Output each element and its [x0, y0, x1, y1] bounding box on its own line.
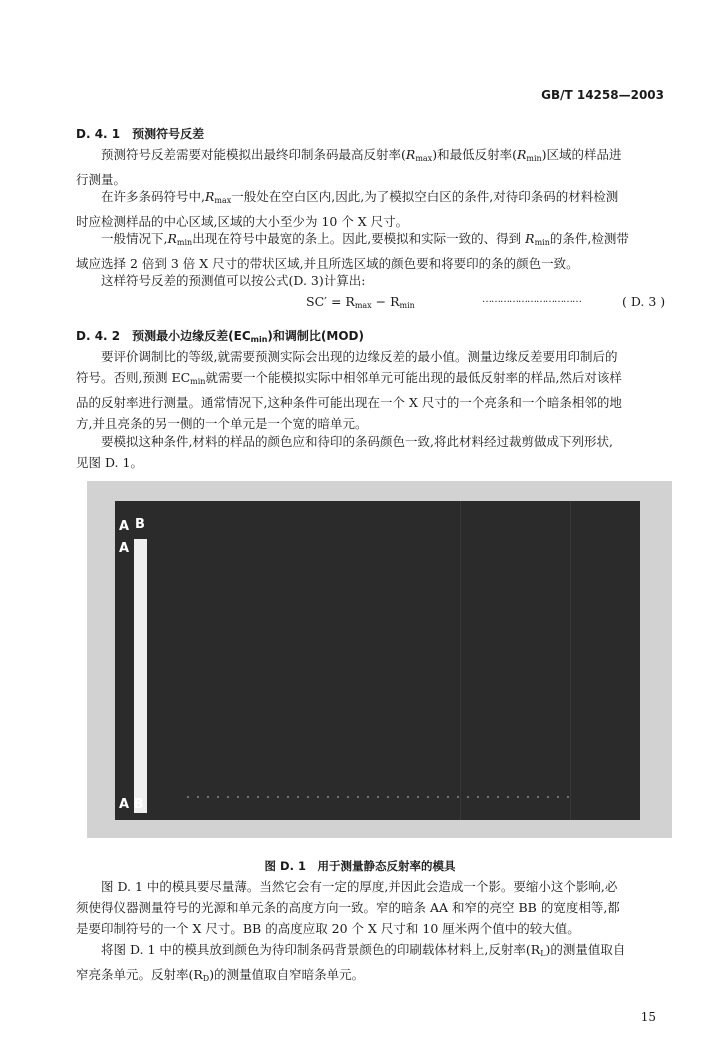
rmin-subscript: min [399, 301, 415, 310]
text: )的测量值取自 [545, 942, 626, 957]
label-a-top: A [119, 519, 130, 534]
formula-left: SC′ = R [306, 294, 355, 309]
text: 要评价调制比的等级,就需要预测实际会出现的边缘反差的最小值。测量边缘反差要用印制后的 [101, 349, 618, 364]
rmax-subscript: max [214, 196, 232, 205]
ecmin-subscript: min [190, 377, 206, 386]
text: 时应检测样品的中心区域,区域的大小至少为 10 个 X 尺寸。 [76, 214, 409, 229]
figure-d1 [87, 481, 672, 838]
rmin-subscript: min [526, 154, 542, 163]
text: 窄亮条单元。反射率(R [76, 967, 203, 982]
text: D. 4. 2 预测最小边缘反差(EC [76, 329, 251, 343]
formula-d3 [306, 294, 415, 310]
standard-number: GB/T 14258—2003 [541, 88, 664, 102]
rd-subscript: D [202, 974, 210, 983]
paragraph-d41-2: 在许多条码符号中$,R_{max}$一般处在空白区内,因此,为了模拟空白区的条件,对待印条码的材料检测 时应检测样品的中心区域,区域的大小至少为 10 个 X 尺寸。 [76, 189, 619, 229]
text: 预测符号反差需要对能模拟出最终印制条码最高反射率( [101, 147, 406, 162]
rmax-subscript: max [354, 301, 372, 310]
rmin-subscript: min [176, 238, 193, 247]
text: 一般处在空白区内,因此,为了模拟空白区的条件,对待印条码的材料检测 [231, 189, 619, 204]
formula-mid: − R [371, 294, 400, 309]
text: )和调制比(MOD) [267, 329, 364, 343]
text: 这样符号反差的预测值可以按公式(D. 3)计算出: [101, 273, 366, 288]
figure-caption: 图 D. 1 用于测量静态反射率的模具 [264, 859, 456, 873]
text: 一般情况下, [101, 231, 168, 246]
label-b-top: B [135, 517, 145, 532]
text: 见图 D. 1。 [76, 455, 143, 470]
text: 在许多条码符号中, [101, 189, 205, 204]
text: 将图 D. 1 中的模具放到颜色为待印制条码背景颜色的印刷载体材料上,反射率(R [101, 942, 541, 957]
text: 品的反射率进行测量。通常情况下,这种条件可能出现在一个 X 尺寸的一个亮条和一个暗条相邻的地 [76, 395, 622, 410]
section-heading-d41: D. 4. 1 预测符号反差 [76, 127, 205, 141]
section-heading-d42 [76, 327, 364, 344]
text: 出现在符号中最宽的条上。因此,要模拟和实际一致的、得到 [192, 231, 526, 246]
formula-leader-dots: …………………………… [482, 294, 581, 305]
dotted-line [183, 796, 573, 798]
text: )的测量值取自窄暗条单元。 [209, 967, 365, 982]
text: 方,并且亮条的另一侧的一个单元是一个宽的暗单元。 [76, 416, 368, 431]
rl-subscript: L [540, 949, 546, 958]
paragraph-after-1 [76, 876, 676, 939]
ecmin-subscript: min [250, 335, 268, 344]
paragraph-after-2 [76, 939, 676, 989]
text: 符号。否则,预测 EC [76, 370, 191, 385]
text: )和最低反射率( [432, 147, 517, 162]
text: 就需要一个能模拟实际中相邻单元可能出现的最低反射率的样品,然后对该样 [205, 370, 622, 385]
text: 域应选择 2 倍到 3 倍 X 尺寸的带状区域,并且所选区域的颜色要和将要印的条的颜色一致。 [76, 256, 579, 271]
text: )区域的样品进 [541, 147, 622, 162]
paragraph-d41-1: 预测符号反差需要对能模拟出最终印制条码最高反射率$(R_{max})$和最低反射率$(R_{min})$区域的样品进 行测量。 [76, 147, 622, 187]
paragraph-d42-2 [76, 431, 676, 473]
paragraph-d42-1 [76, 346, 676, 434]
text: 的条件,检测带 [549, 231, 629, 246]
text: 是要印制符号的一个 X 尺寸。BB 的高度应取 20 个 X 尺寸和 10 厘米两个值中的较大值。 [76, 921, 580, 936]
label-a-second: A [119, 541, 130, 556]
paragraph-d41-3: 一般情况下$,R_{min}$出现在符号中最宽的条上。因此,要模拟和实际一致的、得到 $R_{min}$的条件,检测带 域应选择 2 倍到 3 倍 X 尺寸的带状区域,并且所选区域的颜色要和将要印的条的颜色一致。 [76, 231, 629, 271]
figure-dark-panel [115, 501, 640, 820]
rmin-subscript: min [534, 238, 550, 247]
text: 图 D. 1 中的模具要尽量薄。当然它会有一定的厚度,并因此会造成一个影。要缩小这个影响,必 [101, 879, 618, 894]
guide-line [460, 501, 461, 820]
rmax-subscript: max [415, 154, 433, 163]
text: 须使得仪器测量符号的光源和单元条的高度方向一致。窄的暗条 AA 和窄的亮空 BB 的宽度相等,都 [76, 900, 620, 915]
paragraph-d41-4 [76, 270, 676, 291]
label-ab-bottom: A B [119, 797, 144, 812]
text: 要模拟这种条件,材料的样品的颜色应和待印的条码颜色一致,将此材料经过裁剪做成下列形状, [101, 434, 613, 449]
page-number: 15 [640, 1010, 656, 1024]
white-bar-bb [134, 539, 147, 813]
formula-number: ( D. 3 ) [622, 294, 666, 309]
text: 行测量。 [76, 172, 127, 187]
guide-line [570, 501, 571, 820]
